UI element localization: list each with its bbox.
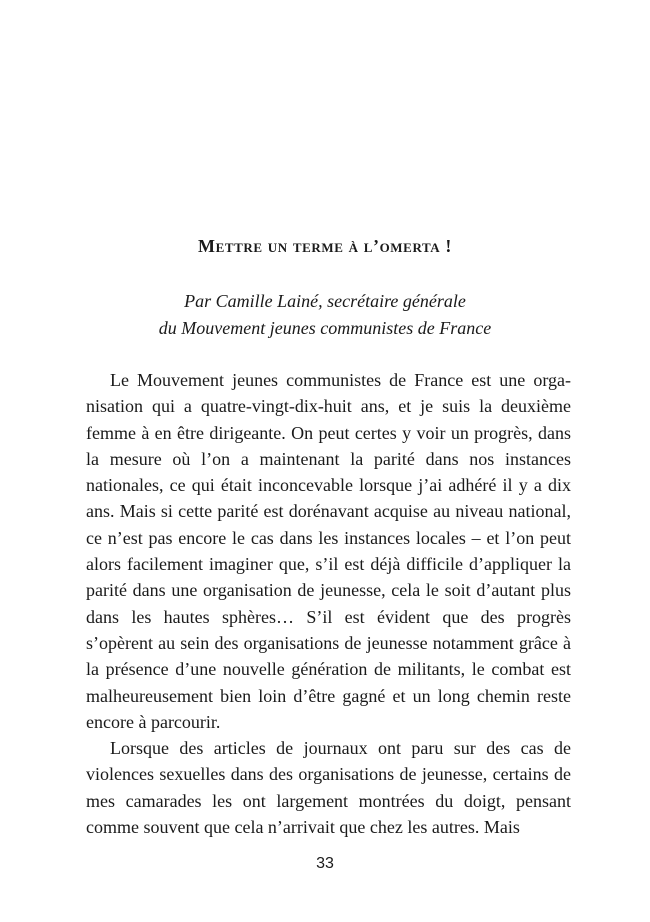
paragraph: Lorsque des articles de journaux ont paru sur des cas de violences sexuelles dans des organisations de jeunesse, certains de mes camarades les ont largement montrées du doigt, pensant comme souvent que cela n’arrivait que chez les autres. Mais bbox=[86, 738, 571, 838]
paragraph: Le Mouvement jeunes communistes de France est une organisation qui a quatre-vingt-dix-huit ans, et je suis la deuxième femme à en être dirigeante. On peut certes y voir un progrès, dans la mesure où l’on a maintenant la parité dans nos instances nationales, ce qui était inconcevable lorsque j’ai adhéré il y a dix ans. Mais si cette parité est dorénavant acquise au niveau national, ce n’est pas encore le cas dans les instances locales – et l’on peut alors facilement imaginer que, s’il est déjà difficile d’appliquer la parité dans une organisation de jeunesse, cela le soit d’autant plus dans les hautes sphères… S’il est évident que des progrès s’opèrent au sein des organisations de jeunesse notamment grâce à la présence d’une nouvelle génération de militants, le combat est malheureusement bien loin d’être gagné et un long chemin reste encore à parcourir. bbox=[86, 370, 571, 732]
chapter-title: Mettre un terme à l’omerta ! bbox=[198, 236, 452, 256]
page-number: 33 bbox=[316, 855, 334, 872]
byline-line-1: Par Camille Lainé, secrétaire générale bbox=[184, 291, 466, 311]
body-text bbox=[86, 367, 571, 840]
byline-line-2: du Mouvement jeunes communistes de France bbox=[158, 318, 492, 338]
chapter-byline bbox=[0, 288, 650, 342]
